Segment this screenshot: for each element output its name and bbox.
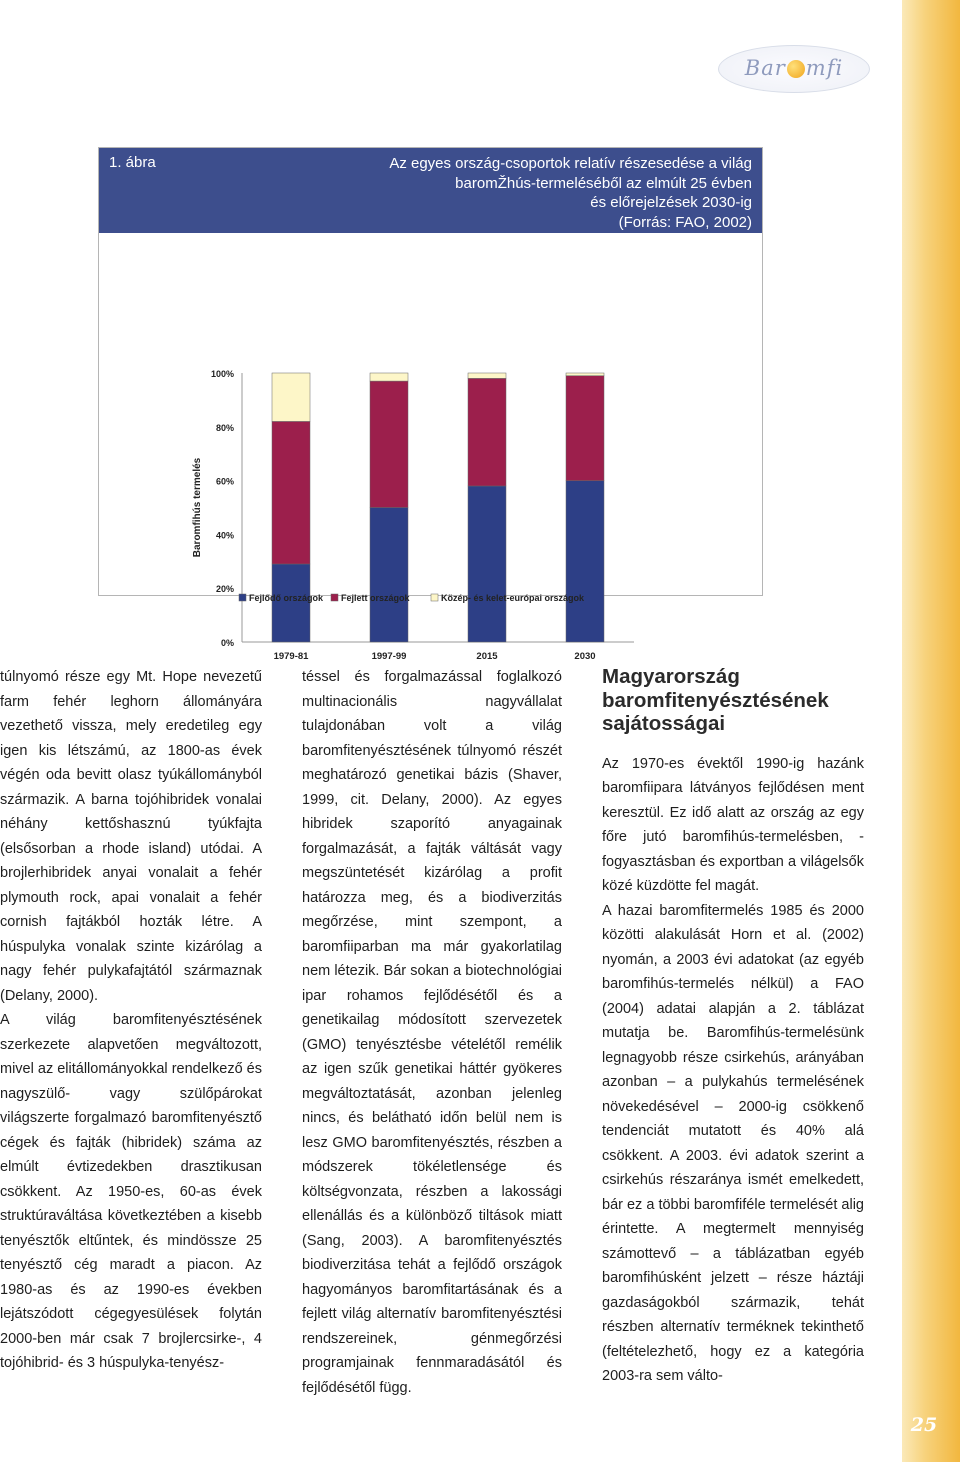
logo-sun-icon [787, 60, 805, 78]
legend-swatch [331, 594, 338, 601]
bar-segment [566, 373, 604, 376]
y-tick-label: 20% [215, 584, 234, 595]
paragraph: téssel és forgalmazással foglalkozó multinacionális nagyvállalat tulajdonában volt a világ baromfitenyésztésének túlnyomó részét meghatározó genetikai bázis (Shaver, 1999, cit. Delany, 2000). Az egyes hibridek szaporító anyagainak forgalmazását, a fajták váltását vagy megszüntetését kizárólag a profit határozza meg, és a biodiverzitás megőrzése, mint szempont, a baromfiiparban ma már gyakorlatilag nem létezik. Bár sokan a biotechnológiai ipar rohamos fejlődésétől és a genetikailag módosított szervezetek (GMO) tenyésztésbe vételétől remélik az igen szűk genetikai háttér gyökeres megváltoztatását, azonban jelenleg nincs, és belátható időn belül nem is lesz GMO baromfitenyésztés, részben a módszerek tökéletlensége és költségvonzata, részben a lakossági ellenállás és a különböző tiltások miatt (Sang, 2003). A baromfitenyésztés biodiverzitása tehát a fejlődő országok hagyományos baromfitartásának és a fejlett világ alternatív baromfitenyésztési rendszereinek, génmegőrzési programjainak fennmaradásától és fejlődésétől függ. [302, 669, 562, 1396]
bar-segment [468, 373, 506, 378]
caption-line: baromŽhús-termeléséből az elmúlt 25 évben [455, 174, 752, 192]
bar-segment [370, 381, 408, 507]
figure-caption [332, 154, 752, 232]
figure-1 [98, 147, 763, 662]
x-tick-label: 1979-81 [273, 651, 309, 662]
legend-label: Közép- és kelet-európai országok [441, 593, 585, 603]
y-tick-label: 0% [220, 638, 234, 648]
page-number: 25 [910, 1414, 938, 1436]
legend-label: Fejlett országok [341, 593, 410, 603]
article-column-2 [302, 665, 562, 1400]
bar-segment [468, 486, 506, 642]
bar-segment [566, 376, 604, 481]
stacked-bar-chart [99, 233, 762, 662]
paragraph: Az 1970-es évektől 1990-ig hazánk baromfiipara látványos fejlődésen ment keresztül. Ez idő alatt az ország az egy főre jutó baromfihús-termelésben, -fogyasztásban és exportban a világelsők közé küzdötte fel magát. [602, 755, 864, 894]
y-axis-label: Baromfihús termelés [192, 457, 203, 558]
x-tick-label: 2015 [476, 651, 498, 662]
bar-segment [272, 373, 310, 421]
legend-swatch [239, 594, 246, 601]
paragraph: A hazai baromfitermelés 1985 és 2000 közötti alakulását Horn et al. (2002) nyomán, a 2003 évi adatokat (az egyéb baromfihús-termelés nélkül) a FAO (2004) adatai alapján a 2. táblázat mutatja be. Baromfihús-termelésünk legnagyobb része csirkehús, arányában azonban – a pulykahús termelésének növekedésével – 2000-ig csökkenő tendenciát mutatott és 40% alá csökkent. A 2003. évi adatok szerint a csirkehús részaránya ismét emelkedett, bár ez a többi baromfiféle termelését alig érintette. A megtermelt mennyiség számottevő – a táblázatban egyéb baromfihúsként jelzett – része háztáji gazdaságokból származik, tehát részben alternatív terméknek tekinthető (feltételezhető, hogy ez a kategória 2003-ra sem válto- [602, 902, 864, 1384]
figure-header [99, 148, 762, 233]
y-tick-label: 100% [210, 369, 234, 379]
y-tick-label: 60% [215, 476, 234, 487]
article-column-1 [0, 665, 262, 1376]
x-tick-label: 2030 [574, 651, 596, 662]
bar-segment [370, 373, 408, 381]
caption-line: és előrejelzések 2030-ig [590, 194, 752, 211]
logo-text: Bar mfi [744, 56, 844, 80]
figure-label: 1. ábra [109, 154, 156, 171]
bar-segment [272, 421, 310, 564]
paragraph: A világ baromfitenyésztésének szerkezete alapvetően megváltozott, mivel az elitállományokkal rendelkező és nagyszülő- vagy szülőpárokat világszerte forgalmazó baromfitenyésztő cégek és fajták (hibridek) száma az elmúlt évtizedekben drasztikusan csökkent. Az 1950-es, 60-as évek struktúraváltása következtében a kisebb tenyésztők eltűntek, és mindösszе 25 tenyésztő cég maradt a piacon. Az 1980-as és az 1990-es években lejátszódott cégegyesülések folytán 2000-ben már csak 7 brojlercsirke-, 4 tojóhibrid- és 3 húspulyka-tenyész- [0, 1012, 262, 1371]
y-tick-label: 80% [215, 422, 234, 433]
article-column-3 [602, 665, 864, 1389]
decorative-side-strip [902, 0, 960, 1462]
caption-line: (Forrás: FAO, 2002) [618, 213, 752, 231]
baromfi-logo [718, 45, 870, 93]
legend-label: Fejlődő országok [249, 593, 324, 603]
section-heading: Magyarország baromfitenyésztésének sajátosságai [602, 665, 829, 735]
paragraph: túlnyomó része egy Mt. Hope nevezetű farm fehér leghorn állományára vezethető vissza, mely eredetileg egy igen kis létszámú, az 1800-as évek végén oda bevitt olasz tyúkállományból származik. A barna tojóhibridek vonalai néhány kettőshasznú tyúkfajta (elsősorban a rhode island) utódai. A brojlerhibridek anyai vonalait a fehér plymouth rock, apai vonalait a fehér cornish fajtákból hozták létre. A húspulyka vonalak szinte kizárólag a nagy fehér pulykafajtától származnak (Delany, 2000). [0, 669, 262, 1004]
legend-swatch [431, 594, 438, 601]
bar-segment [566, 481, 604, 642]
bar-segment [370, 508, 408, 643]
x-tick-label: 1997-99 [371, 651, 407, 662]
bar-segment [468, 378, 506, 486]
caption-line: Az egyes ország-csoportok relatív részesedése a világ [389, 155, 752, 172]
y-tick-label: 40% [215, 530, 234, 541]
